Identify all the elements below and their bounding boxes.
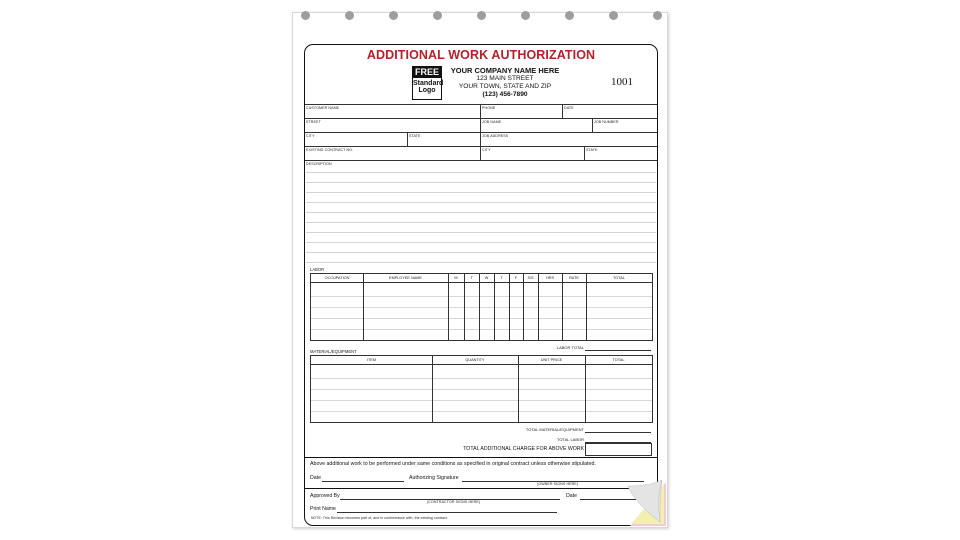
labor-total-label: LABOR TOTAL <box>556 345 584 350</box>
labor-col-employee-name: EMPLOYEE NAME <box>389 276 422 280</box>
conditions-statement: Above additional work to be performed under same conditions as specified in original contract unless otherwise stipulated. <box>310 461 596 467</box>
job-state-field[interactable]: STATE <box>586 148 598 152</box>
material-col-unit-price: UNIT PRICE <box>540 358 563 362</box>
logo-free-text: FREE <box>414 67 439 77</box>
print-name-line[interactable] <box>337 512 557 513</box>
job-name-field[interactable]: JOB NAME <box>482 120 502 124</box>
standard-logo <box>412 66 442 100</box>
labor-table <box>310 273 653 341</box>
material-col-item: ITEM <box>366 358 377 362</box>
logo-logo-text: Logo <box>418 87 436 94</box>
description-label: DESCRIPTION <box>306 162 332 166</box>
punch-hole <box>477 11 486 20</box>
company-street: 123 MAIN STREET <box>476 75 534 82</box>
field-divider <box>407 132 408 146</box>
labor-col-occupation: OCCUPATION <box>324 276 350 280</box>
customer-name-field[interactable]: CUSTOMER NAME <box>306 106 340 110</box>
approved-by-label: Approved By <box>310 493 340 499</box>
punch-hole <box>521 11 530 20</box>
logo-standard-text: Standard <box>413 80 444 87</box>
existing-contract-field[interactable]: EXISTING CONTRACT NO. <box>306 148 354 152</box>
punch-hole <box>345 11 354 20</box>
field-divider <box>592 118 593 132</box>
phone-field[interactable]: PHONE <box>482 106 496 110</box>
labor-col-tuesday: T <box>470 276 473 280</box>
city-field[interactable]: CITY <box>306 134 315 138</box>
punch-hole <box>609 11 618 20</box>
total-material-line[interactable] <box>585 432 651 433</box>
company-city: YOUR TOWN, STATE AND ZIP <box>458 83 552 90</box>
company-name: YOUR COMPANY NAME HERE <box>450 66 560 75</box>
field-divider <box>305 132 657 133</box>
total-charge-box[interactable] <box>585 443 652 456</box>
approval-date-label: Date <box>566 493 577 499</box>
print-name-label: Print Name <box>310 506 336 512</box>
labor-section-label: LABOR <box>310 267 325 272</box>
labor-col-friday: F <box>514 276 518 280</box>
labor-col-total: TOTAL <box>613 276 625 280</box>
date-line[interactable] <box>322 481 404 482</box>
contractor-signs-caption: (CONTRACTOR SIGNS HERE) <box>427 500 481 504</box>
street-field[interactable]: STREET <box>306 120 321 124</box>
form-number: 1001 <box>611 76 633 88</box>
punch-hole <box>301 11 310 20</box>
material-table <box>310 355 653 423</box>
field-divider <box>305 118 657 119</box>
job-city-field[interactable]: CITY <box>482 148 491 152</box>
punch-hole <box>389 11 398 20</box>
field-divider <box>584 146 585 160</box>
authorizing-signature-label: Authorizing Signature <box>409 475 459 481</box>
field-divider <box>562 104 563 118</box>
material-col-quantity: QUANTITY <box>465 358 485 362</box>
material-section-label: MATERIAL/EQUIPMENT <box>310 349 357 354</box>
footer-divider <box>305 488 657 489</box>
field-divider <box>305 104 657 105</box>
punch-hole <box>433 11 442 20</box>
footer-divider <box>305 457 657 458</box>
job-address-field[interactable]: JOB ADDRESS <box>482 134 509 138</box>
labor-col-hours: HRS <box>545 276 555 280</box>
contract-note: NOTE: This Revision becomes part of, and in conformance with, the existing contract. <box>311 516 448 520</box>
description-area[interactable] <box>305 160 657 266</box>
punch-hole <box>653 11 662 20</box>
field-divider <box>305 146 657 147</box>
labor-col-thursday: T <box>500 276 503 280</box>
total-charge-label: TOTAL ADDITIONAL CHARGE FOR ABOVE WORK <box>463 446 584 452</box>
labor-col-weekend: S/S <box>527 276 534 280</box>
date-label: Date <box>310 475 321 481</box>
carbonless-copies-corner-icon <box>624 478 666 526</box>
material-col-total: TOTAL <box>612 358 625 362</box>
field-divider <box>480 104 481 160</box>
total-material-label: TOTAL MATERIAL/EQUIPMENT <box>525 427 584 432</box>
company-phone: (123) 456-7890 <box>482 91 528 98</box>
labor-col-wednesday: W <box>484 276 489 280</box>
job-number-field[interactable]: JOB NUMBER <box>594 120 619 124</box>
labor-col-monday: M <box>454 276 458 280</box>
state-field[interactable]: STATE <box>409 134 421 138</box>
total-labor-label: TOTAL LABOR <box>556 437 584 442</box>
date-field[interactable]: DATE <box>564 106 574 110</box>
form-title: ADDITIONAL WORK AUTHORIZATION <box>366 48 596 62</box>
work-authorization-form <box>304 44 658 526</box>
punch-hole <box>565 11 574 20</box>
labor-col-rate: RATE <box>569 276 579 280</box>
owner-signs-caption: (OWNER SIGNS HERE) <box>537 482 579 486</box>
company-block <box>443 67 567 99</box>
labor-total-line[interactable] <box>585 350 651 351</box>
